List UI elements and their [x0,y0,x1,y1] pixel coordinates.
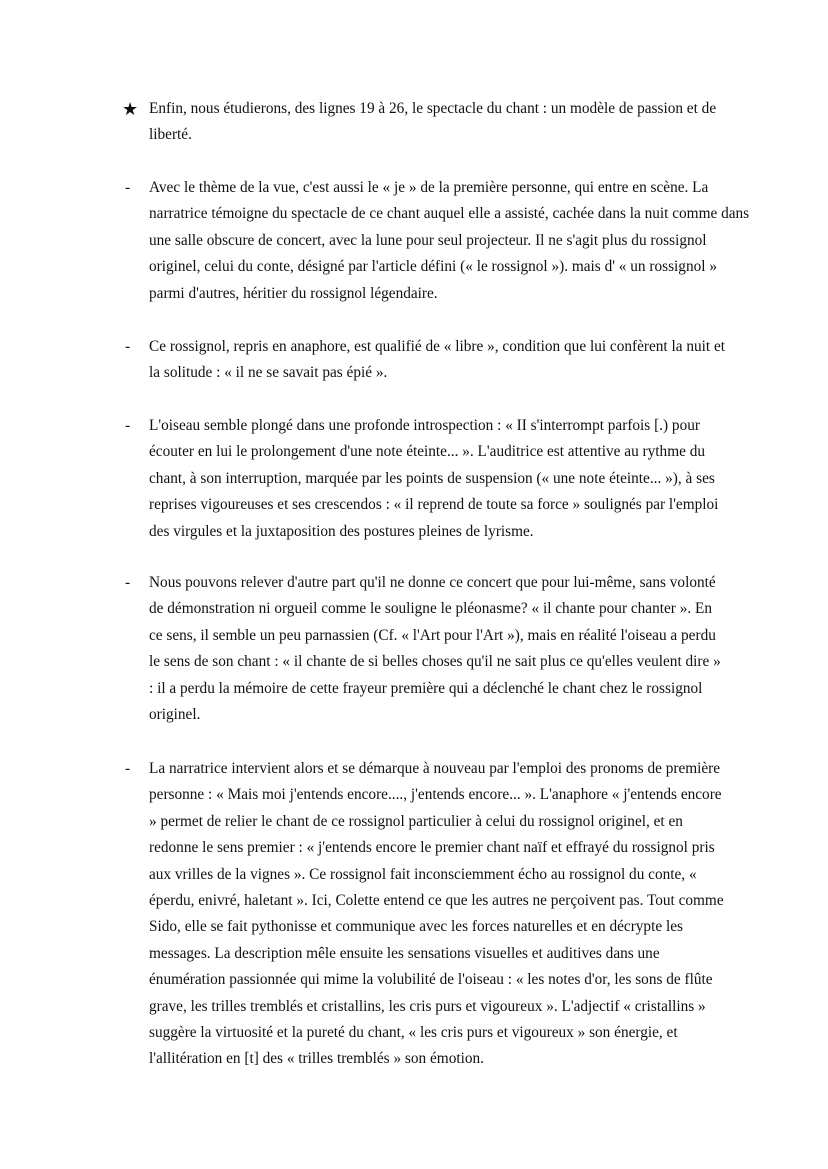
text-line: éperdu, enivré, haletant ». Ici, Colette entend ce que les autres ne perçoivent pas. Tout comme [149,891,724,909]
text-line: Sido, elle se fait pythonisse et communique avec les forces naturelles et en décrypte les [149,918,683,936]
text-line: écouter en lui le prolongement d'une note éteinte... ». L'auditrice est attentive au rythme du [149,443,706,461]
text-line: reprises vigoureuses et ses crescendos : « il reprend de toute sa force » soulignés par l'emploi [149,496,719,514]
text-line: : il a perdu la mémoire de cette frayeur première qui a déclenché le chant chez le rossignol [149,679,703,697]
text-line: narratrice témoigne du spectacle de ce chant auquel elle a assisté, cachée dans la nuit comme dans [149,205,750,223]
text-line: liberté. [149,126,192,144]
paragraph-text [149,175,757,307]
text-line: ce sens, il semble un peu parnassien (Cf. « l'Art pour l'Art »), mais en réalité l'oiseau a perdu [149,626,716,644]
text-line: » permet de relier le chant de ce rossignol particulier à celui du rossignol originel, et en [149,812,683,830]
text-line: énumération passionnée qui mime la volubilité de l'oiseau : « les notes d'or, les sons de flûte [149,971,713,989]
dash-bullet: - [125,574,131,591]
text-line: l'allitération en [t] des « trilles tremblés » son émotion. [149,1050,484,1068]
star-bullet-icon: ★ [122,99,139,119]
text-line: Avec le thème de la vue, c'est aussi le « je » de la première personne, qui entre en scène. La [149,179,709,196]
text-line: parmi d'autres, héritier du rossignol légendaire. [149,284,438,302]
text-line: Ce rossignol, repris en anaphore, est qualifié de « libre », condition que lui confèrent la nuit et [149,338,726,355]
text-line: aux vrilles de la vignes ». Ce rossignol fait inconsciemment écho au rossignol du conte, « [149,865,697,883]
text-line: messages. La description mêle ensuite les sensations visuelles et auditives dans une [149,944,660,962]
paragraph-text [149,756,757,1073]
text-line: originel, celui du conte, désigné par l'article défini (« le rossignol »). mais d' « un rossignol » [149,258,717,276]
text-line: des virgules et la juxtaposition des postures pleines de lyrisme. [149,522,534,540]
text-line: une salle obscure de concert, avec la lune pour seul projecteur. Il ne s'agit plus du rossignol [149,231,707,249]
text-line: La narratrice intervient alors et se démarque à nouveau par l'emploi des pronoms de première [149,760,721,777]
paragraph-text [149,570,757,728]
text-line: originel. [149,705,201,723]
text-line: Enfin, nous étudierons, des lignes 19 à 26, le spectacle du chant : un modèle de passion et de [149,100,717,117]
text-line: redonne le sens premier : « j'entends encore le premier chant naïf et effrayé du rossignol pris [149,839,715,857]
text-line: la solitude : « il ne se savait pas épié ». [149,364,388,382]
text-line: suggère la virtuosité et la pureté du chant, « les cris purs et vigoureux » son énergie, et [149,1023,678,1041]
text-line: L'oiseau semble plongé dans une profonde introspection : « II s'interrompt parfois [.) pour [149,417,700,434]
text-line: personne : « Mais moi j'entends encore...., j'entends encore... ». L'anaphore « j'entends encore [149,786,722,804]
text-line: Nous pouvons relever d'autre part qu'il ne donne ce concert que pour lui-même, sans volonté [149,574,716,591]
dash-bullet: - [125,417,131,434]
dash-bullet: - [125,760,131,777]
text-line: chant, à son interruption, marquée par les points de suspension (« une note éteinte... »), à ses [149,469,715,487]
paragraph-text [149,96,757,149]
text-line: de démonstration ni orgueil comme le souligne le pléonasme? « il chante pour chanter ». En [149,600,712,618]
dash-bullet: - [125,338,131,355]
text-line: grave, les trilles tremblés et cristallins, les cris purs et vigoureux ». L'adjectif « cristallins » [149,997,706,1015]
paragraph-text [149,413,757,545]
paragraph-text [149,334,757,387]
dash-bullet: - [125,179,131,196]
text-line: le sens de son chant : « il chante de si belles choses qu'il ne sait plus ce qu'elles veulent dire » [149,653,721,671]
